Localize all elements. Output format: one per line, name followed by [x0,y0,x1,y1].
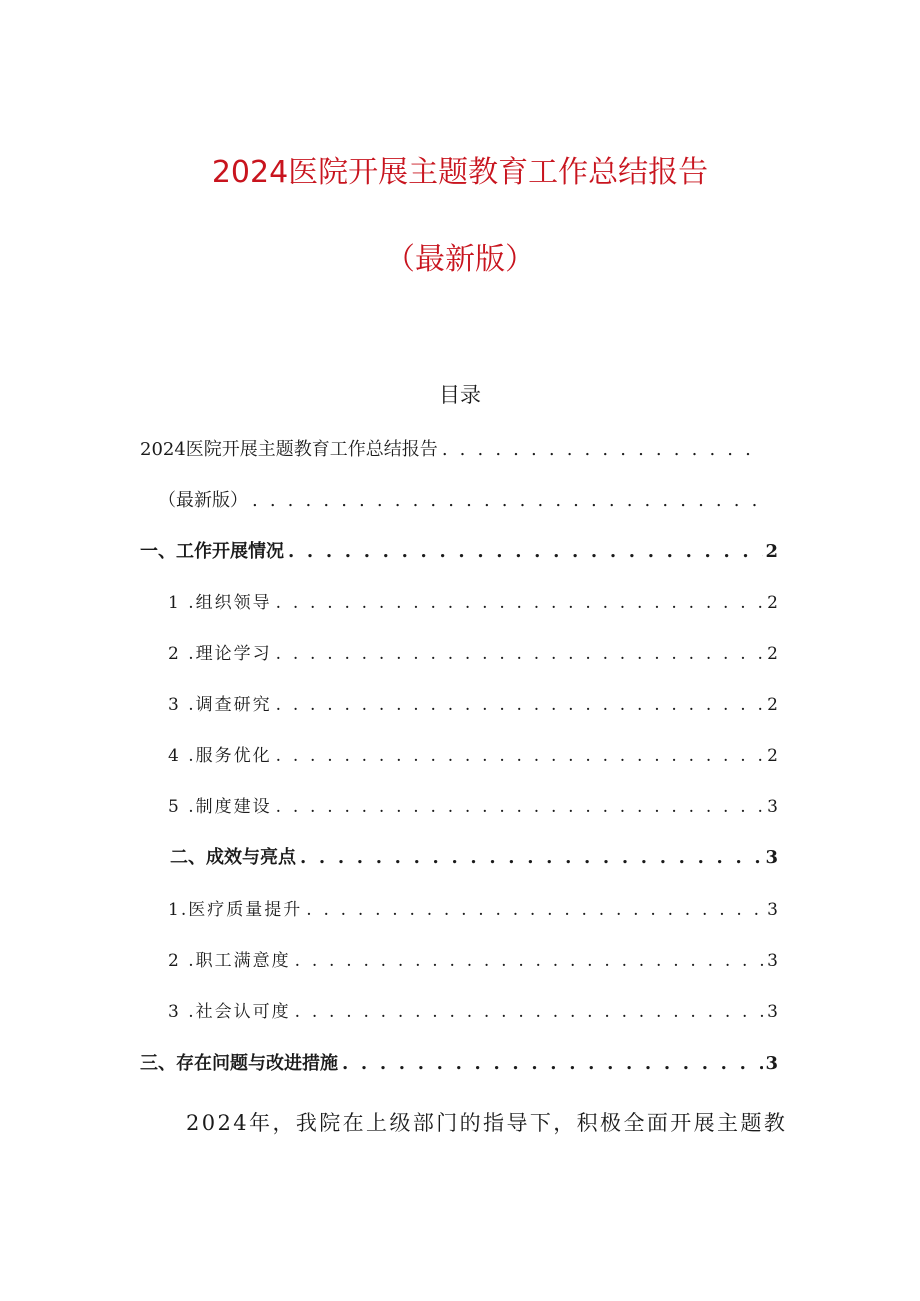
toc-entry-1-2[interactable] [168,640,778,668]
document-subtitle: （最新版） [385,242,535,277]
toc-entry-text: 5 .制度建设 [168,797,272,817]
toc-leader [442,436,752,464]
toc-entry-1-1[interactable] [168,589,778,617]
toc-leader [295,998,766,1026]
toc-entry-doc-title[interactable] [140,436,764,464]
toc-leader [295,947,766,975]
toc-entry-1-5[interactable] [168,793,778,821]
toc-leader [276,742,766,770]
toc-leader [276,589,766,617]
toc-entry-page: 3 [765,847,778,868]
body-paragraph-first-line: 2024年，我院在上级部门的指导下，积极全面开展主题教 [186,1111,788,1135]
toc-leader [252,487,758,515]
toc-entry-1-3[interactable] [168,691,778,719]
toc-entry-text: 一、工作开展情况 [140,541,284,562]
document-title: 2024医院开展主题教育工作总结报告 [211,155,709,190]
toc-entry-text: 2 .职工满意度 [168,951,291,971]
toc-heading: 目录 [439,383,481,407]
toc-entry-text: （最新版） [158,490,248,511]
toc-entry-text: 1 .组织领导 [168,593,272,613]
toc-entry-2-2[interactable] [168,947,778,975]
toc-leader [342,1050,763,1078]
toc-leader [276,793,766,821]
toc-entry-2-1[interactable] [168,896,778,924]
toc-leader [276,691,766,719]
toc-entry-text: 3 .调查研究 [168,695,272,715]
toc-entry-text: 2 .理论学习 [168,644,272,664]
toc-entry-page: 2 [767,644,778,664]
toc-entry-section-3[interactable] [140,1050,778,1078]
toc-entry-page: 2 [767,593,778,613]
toc-leader [288,538,763,566]
toc-leader [300,844,763,872]
toc-entry-text: 4 .服务优化 [168,746,272,766]
toc-leader [306,896,765,924]
toc-entry-page: 2 [767,746,778,766]
toc-entry-doc-subtitle[interactable] [158,487,770,515]
toc-entry-page: 3 [767,900,778,920]
toc-entry-page: 3 [767,951,778,971]
toc-entry-1-4[interactable] [168,742,778,770]
toc-entry-page: 2 [765,541,778,562]
toc-leader [276,640,766,668]
toc-entry-section-2[interactable] [170,844,778,872]
toc-entry-text: 2024医院开展主题教育工作总结报告 [140,439,438,460]
toc-entry-text: 三、存在问题与改进措施 [140,1053,338,1074]
toc-entry-2-3[interactable] [168,998,778,1026]
toc-entry-text: 3 .社会认可度 [168,1002,291,1022]
toc-entry-text: 1.医疗质量提升 [168,900,303,920]
toc-entry-page: 2 [767,695,778,715]
toc-entry-section-1[interactable] [140,538,778,566]
toc-entry-page: 3 [767,1002,778,1022]
toc-entry-page: 3 [765,1053,778,1074]
toc-entry-text: 二、成效与亮点 [170,847,296,868]
toc-entry-page: 3 [767,797,778,817]
